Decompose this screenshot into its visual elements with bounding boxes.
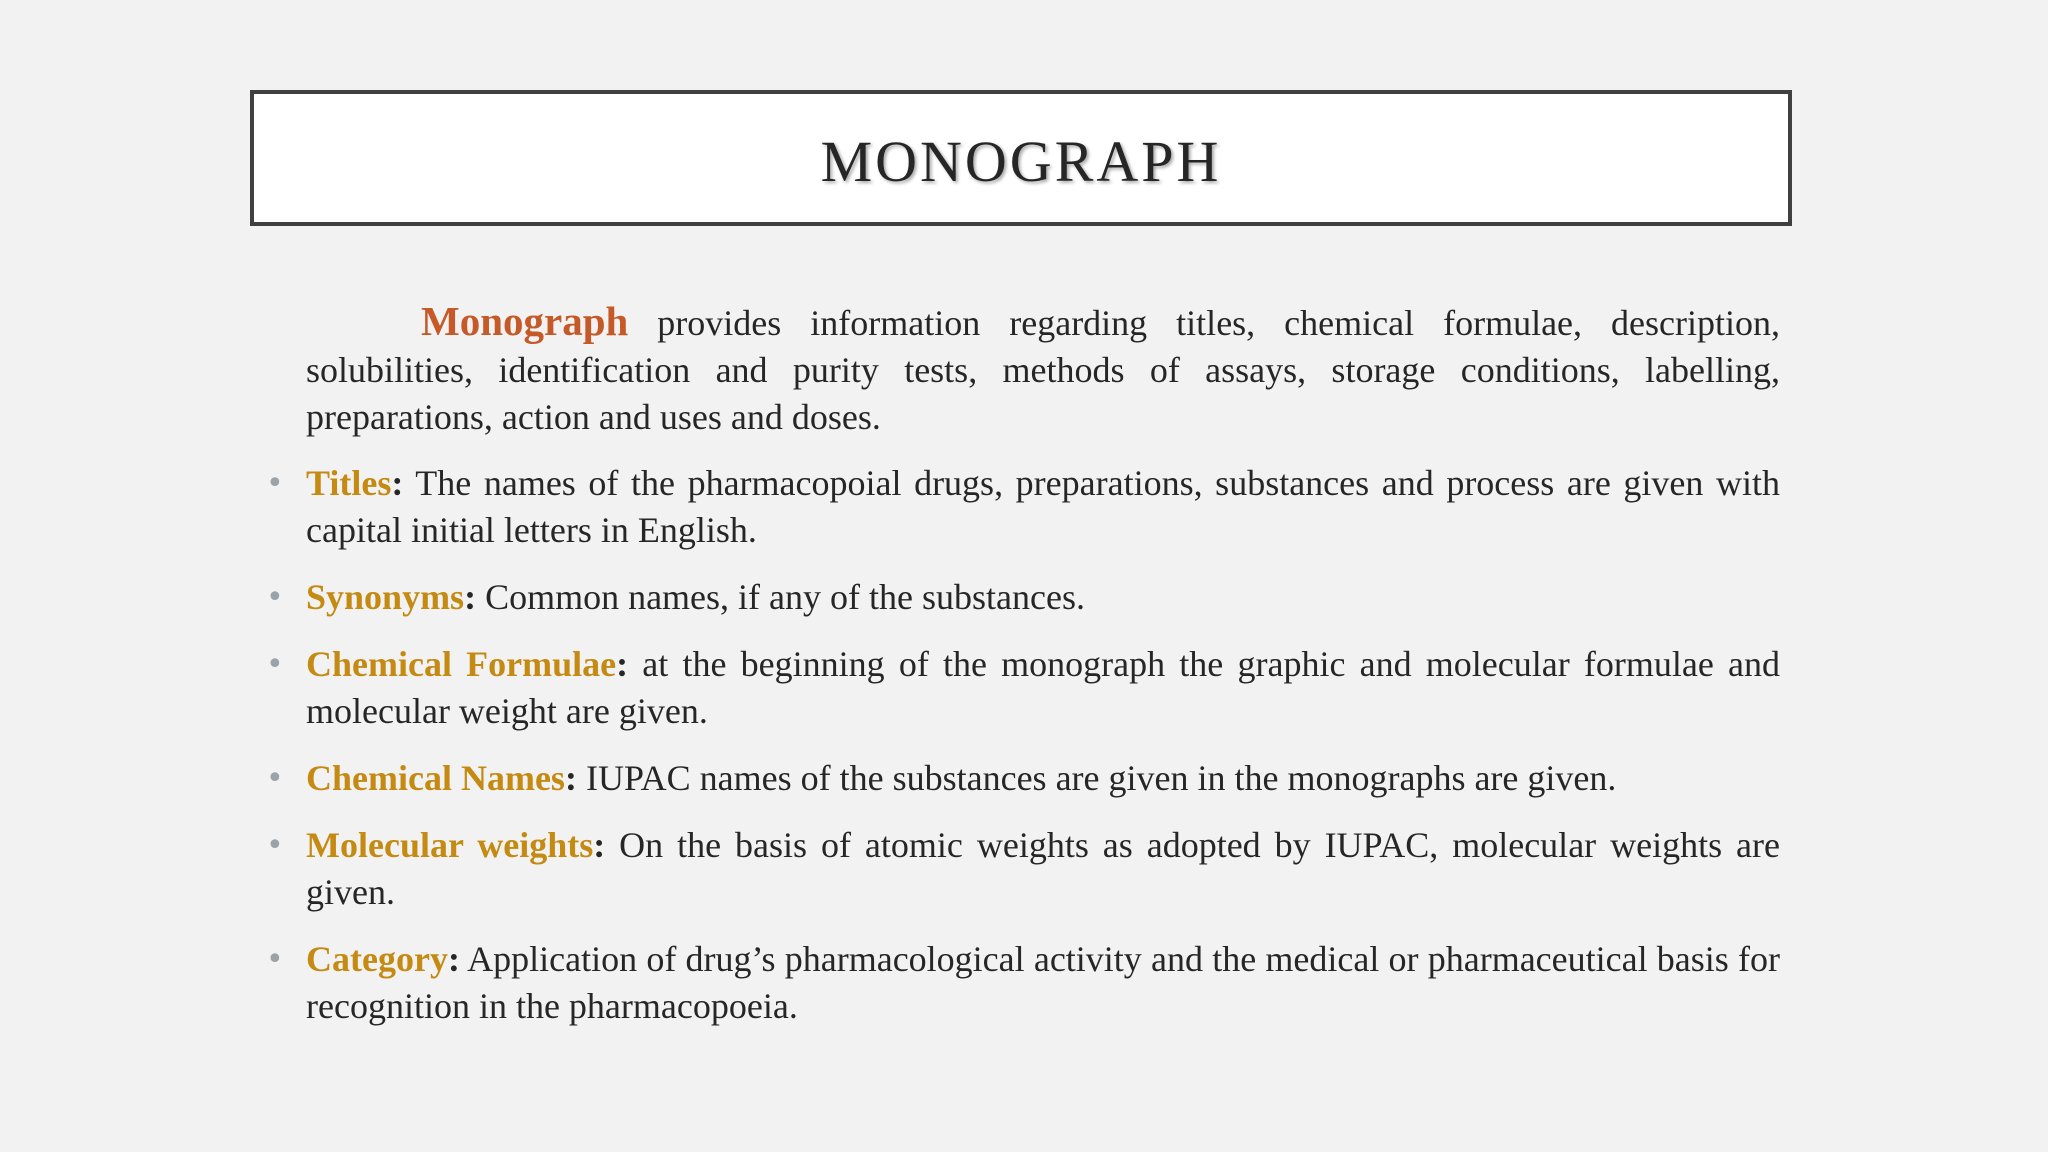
slide-title: MONOGRAPH — [820, 128, 1222, 194]
intro-term: Monograph — [421, 298, 629, 344]
bullet-colon: : — [564, 758, 577, 798]
bullet-text: IUPAC names of the substances are given in the monographs are given. — [576, 758, 1617, 798]
bullet-text: Common names, if any of the substances. — [476, 577, 1085, 617]
content-area — [266, 298, 1780, 1050]
bullet-text: On the basis of atomic weights as adopted by IUPAC, molecular weights are given. — [306, 825, 1780, 912]
bullet-term: Titles — [306, 463, 392, 503]
bullet-text: The names of the pharmacopoial drugs, preparations, substances and process are given with capital initial letters in English. — [306, 463, 1780, 550]
bullet-item-synonyms — [266, 574, 1780, 621]
bullet-text: Application of drug’s pharmacological activity and the medical or pharmaceutical basis for recognition in the pharmacopoeia. — [306, 939, 1780, 1026]
bullet-item-chemical-names — [266, 755, 1780, 802]
title-box — [250, 90, 1792, 226]
bullet-colon: : — [391, 463, 404, 503]
bullet-icon: • — [266, 942, 284, 977]
bullet-term: Synonyms — [306, 577, 465, 617]
bullet-icon: • — [266, 466, 284, 501]
intro-text: provides information regarding titles, chemical formulae, description, solubilities, identification and purity tests, methods of assays, storage conditions, labelling, preparations, action and uses and doses. — [306, 303, 1780, 437]
bullet-term: Chemical Formulae — [306, 644, 617, 684]
bullet-item-chemical-formulae — [266, 641, 1780, 735]
bullet-term: Category — [306, 939, 448, 979]
bullet-item-molecular-weights — [266, 822, 1780, 916]
bullet-icon: • — [266, 647, 284, 682]
bullet-colon: : — [616, 644, 629, 684]
bullet-icon: • — [266, 580, 284, 615]
intro-paragraph — [306, 298, 1780, 441]
bullet-list — [266, 460, 1780, 1030]
bullet-icon: • — [266, 828, 284, 863]
bullet-colon: : — [447, 939, 460, 979]
bullet-item-titles — [266, 460, 1780, 554]
bullet-item-category — [266, 936, 1780, 1030]
bullet-colon: : — [593, 825, 606, 865]
bullet-term: Molecular weights — [306, 825, 594, 865]
bullet-colon: : — [464, 577, 477, 617]
bullet-text: at the beginning of the monograph the graphic and molecular formulae and molecular weight are given. — [306, 644, 1780, 731]
bullet-icon: • — [266, 761, 284, 796]
bullet-term: Chemical Names — [306, 758, 565, 798]
